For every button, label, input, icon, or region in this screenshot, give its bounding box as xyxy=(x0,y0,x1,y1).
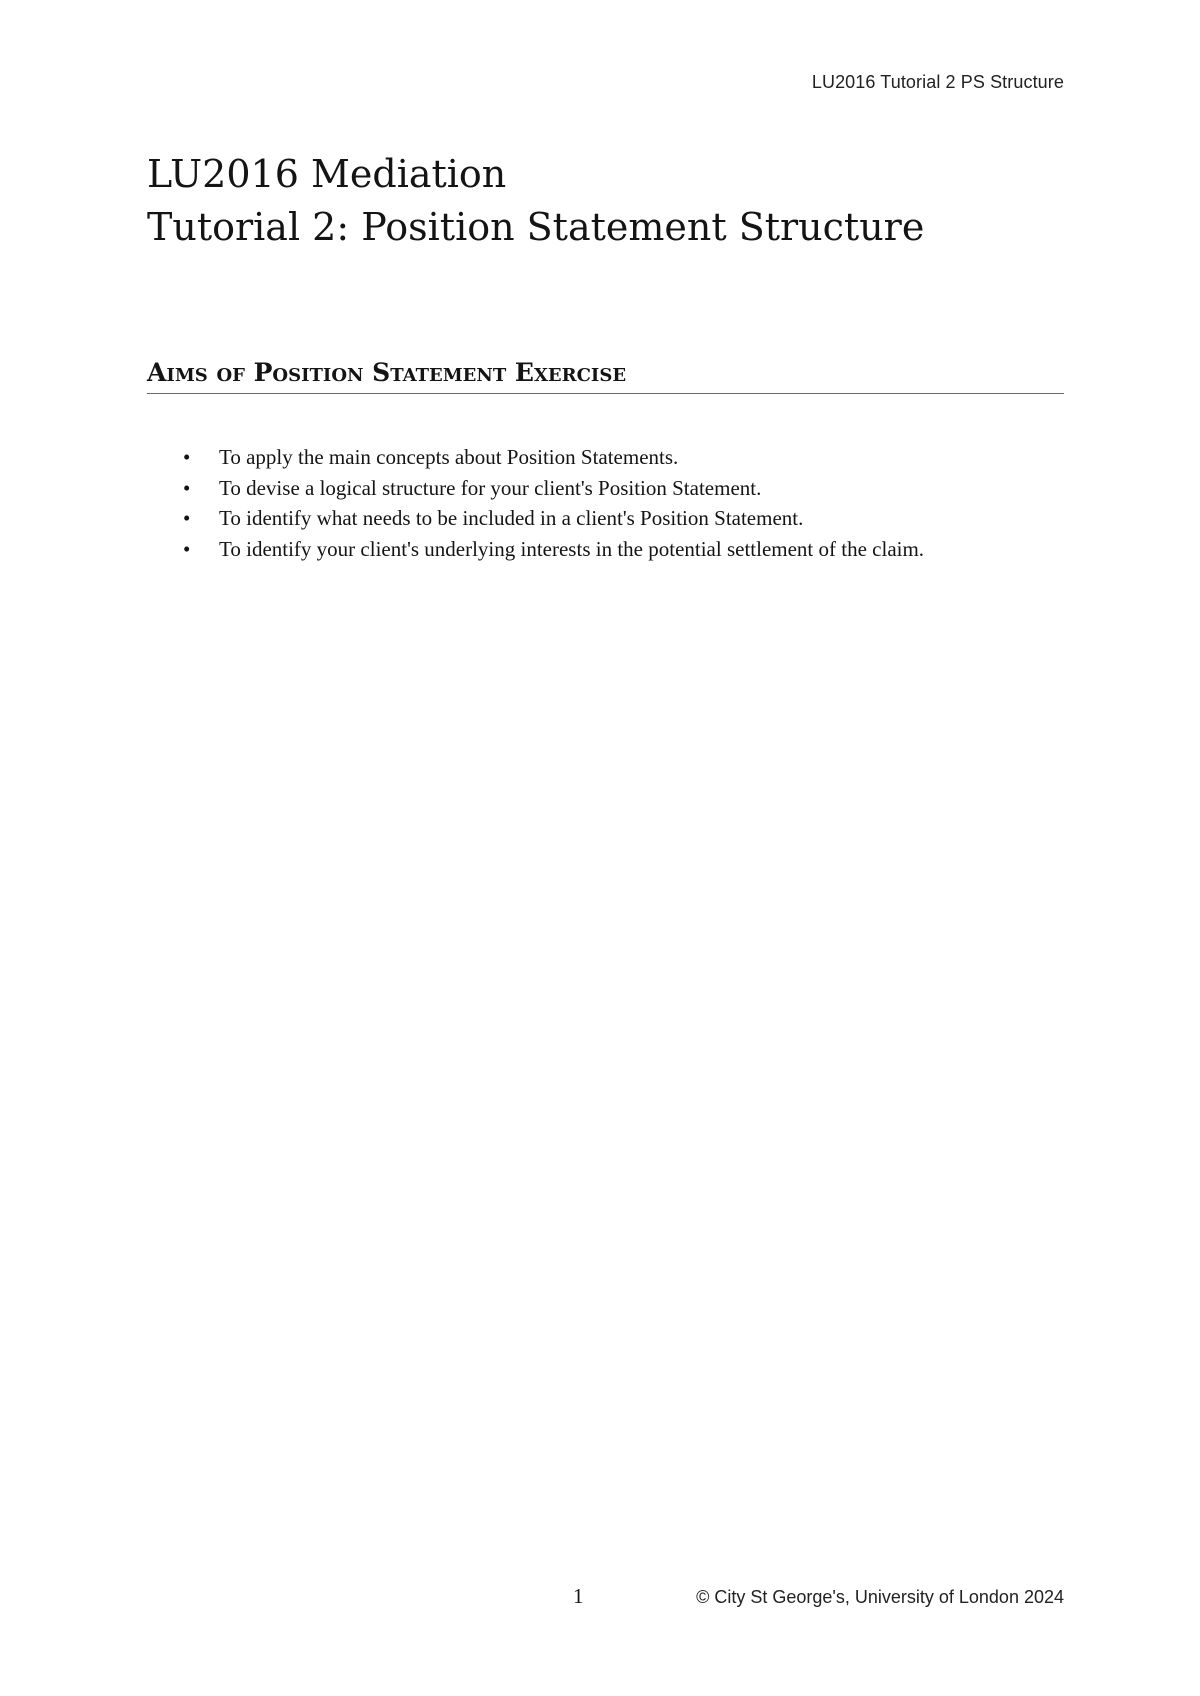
bullet-icon: • xyxy=(183,475,191,500)
aims-item-text: To apply the main concepts about Position Statements. xyxy=(219,445,679,469)
aims-list-item xyxy=(147,503,924,534)
aims-item-text: To identify what needs to be included in a client's Position Statement. xyxy=(219,506,804,530)
aims-item-text: To devise a logical structure for your client's Position Statement. xyxy=(219,475,762,500)
title-course: LU2016 Mediation xyxy=(147,152,507,196)
aims-list-item xyxy=(147,473,924,504)
title-tutorial: Tutorial 2: Position Statement Structure xyxy=(147,205,925,249)
page-number: 1 xyxy=(573,1584,584,1608)
bullet-icon: • xyxy=(183,445,191,469)
copyright-notice: © City St George's, University of London 2024 xyxy=(696,1587,1064,1607)
running-header: LU2016 Tutorial 2 PS Structure xyxy=(811,72,1064,92)
aims-list-item xyxy=(147,534,924,565)
document-title xyxy=(147,148,924,254)
aims-heading: Aims of Position Statement Exercise xyxy=(147,356,1064,394)
bullet-icon: • xyxy=(183,536,191,561)
aims-list xyxy=(147,442,924,564)
aims-item-text: To identify your client's underlying interests in the potential settlement of the claim. xyxy=(219,536,925,561)
aims-list-item xyxy=(147,442,924,473)
bullet-icon: • xyxy=(183,506,191,530)
